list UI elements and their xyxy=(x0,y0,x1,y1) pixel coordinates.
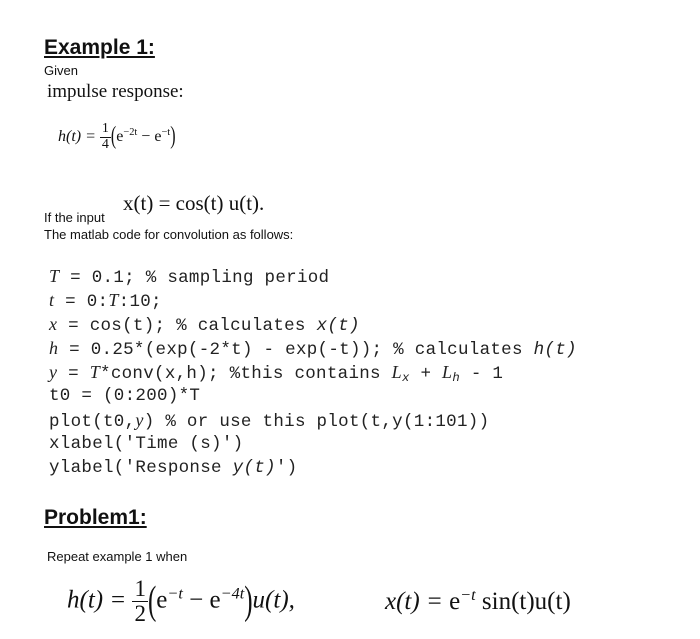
code-line-9: ylabel('Response y(t)') xyxy=(49,458,298,478)
h-lhs: h(t) = xyxy=(58,127,96,145)
code-line-4: h = 0.25*(exp(-2*t) - exp(-t)); % calculates h(t) xyxy=(49,338,577,360)
given-label: Given xyxy=(44,63,78,78)
code-line-6: t0 = (0:200)*T xyxy=(49,386,201,406)
code-line-5: y = T*conv(x,h); %this contains $L_x + L_h - 1$ xyxy=(49,362,504,386)
code-line-1: T = 0.1; % sampling period xyxy=(49,266,330,288)
example-h-equation: h(t) = $\frac{1}{4}$ $(e^{-2t} - e^{-t})$ xyxy=(58,121,176,152)
code-line-8: xlabel('Time (s)') xyxy=(49,434,244,454)
input-label: If the input xyxy=(44,210,105,225)
repeat-label: Repeat example 1 when xyxy=(47,549,188,564)
example-heading: Example 1: xyxy=(44,36,155,59)
h-fraction: $\frac{1}{4}$ xyxy=(101,121,109,152)
example-x-equation: x(t) = cos(t) u(t). xyxy=(123,191,265,215)
problem-heading: Problem1: xyxy=(44,506,147,529)
code-line-7: plot(t0,y) % or use this plot(t,y(1:101)) xyxy=(49,410,490,432)
code-line-2: t = 0:T:10; xyxy=(49,290,162,312)
code-line-3: x = cos(t); % calculates x(t) xyxy=(49,314,360,336)
matlab-intro: The matlab code for convolution as follows: xyxy=(44,227,294,242)
problem-x-equation: $x(t) = e^{-t}$ sin(t)u(t) xyxy=(385,586,571,615)
impulse-response-label: impulse response: xyxy=(47,81,184,102)
problem-h-equation: h(t) = $\frac{1}{2}$ $(e^{-t} - e^{-4t})u(t)$, xyxy=(67,576,295,627)
problem-h-fraction: $\frac{1}{2}$ xyxy=(134,576,146,627)
